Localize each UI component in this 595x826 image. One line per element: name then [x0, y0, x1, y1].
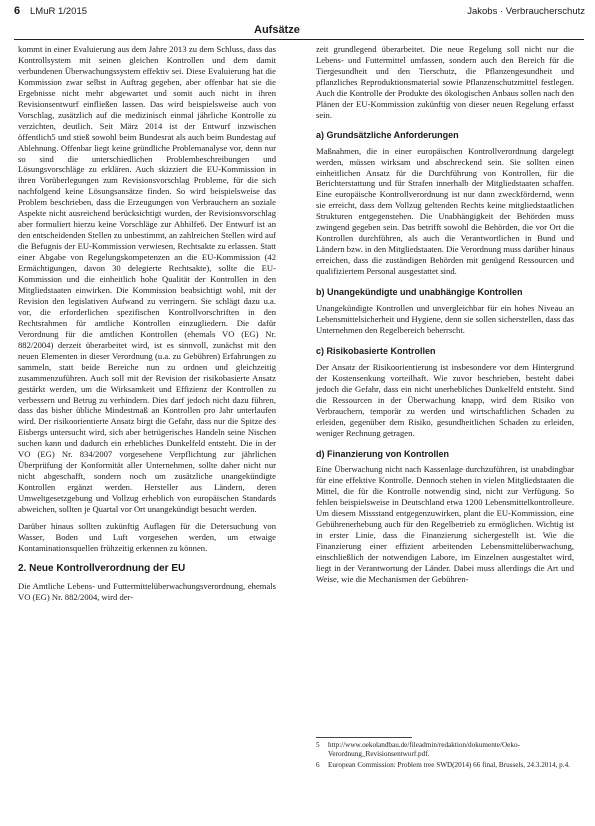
subsection-heading: a) Grundsätzliche Anforderungen [316, 129, 459, 140]
paragraph: Der Ansatz der Risikoorientierung ist insbesondere vor dem Hintergrund der Kostensenkung vorteilhaft. Wie zuvor beschrieben, besteht dabei jedoch die Gefahr, dass ein nicht unerhebliches Dunkelfeld entsteht. Sind die Ressourcen in der Überwachung knapp, wird dem Risiko von Verbrauchern, temporär zu werden und wirtschaftlichen Schaden zu erleiden, gegenüber dem Risiko, gesundheitlichen Schaden zu erleiden, weniger Rechnung getragen. [316, 361, 574, 438]
paragraph: Die Amtliche Lebens- und Futtermittelüberwachungsverordnung, ehemals VO (EG) Nr. 882/2004, wird der- [18, 580, 276, 602]
footnote-rule [316, 737, 412, 738]
running-head: Jakobs · Verbraucherschutz [467, 6, 585, 17]
paragraph: Unangekündigte Kontrollen und unvergleichbar für ein hohes Niveau an Lebensmittelsicherheit und Hygiene, denn sie sollen sicherstellen, dass das Unternehmen den Regelbereich beherrscht. [316, 303, 574, 335]
subsection-heading: d) Finanzierung von Kontrollen [316, 448, 449, 459]
journal-citation: LMuR 1/2015 [30, 6, 88, 17]
footnote-number: 6 [316, 761, 320, 769]
paragraph: Maßnahmen, die in einer europäischen Kontrollverordnung dargelegt werden, müssen wirksam und abschreckend sein. Sie sollten einen einheitlichen Ansatz für die Durchführung von Kontrollen, für die Berichterstattung und für Strafen innerhalb der Mitgliedstaaten schaffen. Eine europäische Kontrollverordnung ist nur dann zweckfördernd, wenn sie erreicht, dass dem Vollzug geltenden Rechts keine mitgliedstaatlichen Strukturen entgegenstehen. Die Unabhängigkeit der Behörden muss zwingend gegeben sein. Das betrifft sowohl die Behörden, die vor Ort die Kontrollen durchführen, als auch die Verantwortlichen in Bund und Ländern bzw. in den Mitgliedstaaten. Die Verordnung muss darüber hinaus erreichen, dass die zuständigen Behörden mit genügend Ressourcen und qualifiziertem Personal ausgestattet sind. [316, 145, 574, 277]
subsection-heading: c) Risikobasierte Kontrollen [316, 345, 436, 356]
page-number: 6 [14, 5, 21, 17]
page-header [0, 0, 595, 40]
footnotes [316, 741, 578, 772]
right-column [316, 44, 574, 585]
footnote-text[interactable]: http://www.oekolandbau.de/fileadmin/redaktion/dokumente/Oeko-Verordnung_Revisionsentwurf.pdf. [328, 741, 520, 758]
section-heading: 2. Neue Kontrollverordnung der EU [18, 562, 186, 574]
footnote-text: European Commission: Problem tree SWD(2014) 66 final, Brussels, 24.3.2014, p.4. [328, 761, 570, 769]
footnote [316, 761, 578, 770]
left-column [18, 44, 276, 603]
section-title: Aufsätze [254, 24, 300, 36]
footnote-number: 5 [316, 741, 320, 749]
paragraph: Darüber hinaus sollten zukünftig Auflagen für die Detersuchung von Wasser, Boden und Luft vorgesehen werden, um etwaige Kontaminationsquellen frühzeitig erkennen zu können. [18, 520, 276, 553]
subsection-heading: b) Unangekündigte und unabhängige Kontrollen [316, 287, 523, 298]
header-rule [14, 39, 584, 40]
footnote [316, 741, 578, 759]
paragraph: kommt in einer Evaluierung aus dem Jahre 2013 zu dem Schluss, dass das Kontrollsystem mit seinen gleichen Kontrollen und dem damit verbundenen Überwachungssystem effektiv sei. Diese Evaluierung hat die Kommission zwar selbst in Auftrag gegeben, aber offenbar hat sie die Ergebnisse nicht mehr abgewartet und somit auch nicht in ihren Revisionsentwurf einfließen lassen. Das wird beispielsweise auch von Vorschlag, zusätzlich auf die medizinisch einmal jährliche Kontrolle zu verzichten, deutlich. Seit März 2014 ist der Entwurf inzwischen öffentlich5 und stieß sowohl beim Bundesrat als auch beim Bundestag auf Ablehnung. Offenbar liegt keine gründliche Problemanalyse vor, denn nur so sind die unterschiedlichen Problembeschreibungen und Lösungsvorschläge zu erklären. Auch skizziert die EU-Kommission in ihren Vorüberlegungen zum Revisionsvorschlag Probleme, für die sich nachfolgend keine Lösungsansätze finden. So wird beispielsweise das Problem beschrieben, dass die Erzeugungen von Verbrauchern an soziale Aspekte nicht ausreichend berücksichtigt wurden, der Revisionsvorschlag aber formuliert hierzu keine Vorschläge zur Abhilfe6. Der Entwurf ist an den entscheidenden Stellen zu unbestimmt, an zahlreichen Stellen wird auf die Befugnis der EU-Kommission verwiesen, Rechtsakte zu erlassen. Statt einer Abgabe von Regelungskompetenzen an die EU-Kommission (42 Ermächtigungen, davon 30 delegierte Rechtsakte), sollte die EU-Kommission und die einheitlich hohe Qualität der Kontrollen in den Mitgliedstaaten einwirken. Die Kommission beabsichtigt wohl, mit der Revision den legislativen Aufwand zu verringern. Sie schlägt dazu u.a. vor, die erforderlichen spezifischen Kontrollvorschriften in den Rechtsrahmen für amtliche Kontrollen einzugliedern. Die dafür Verordnung für die amtlichen Kontrollen (ehemals VO (EG) Nr. 882/2004) derzeit überarbeitet wird, ist es sinnvoll, zunächst mit den neuen Elementen in dieser Verordnung (u.a. zu Gebühren) Erfahrungen zu sammeln, statt beide Bereiche nun zu ordnen und gleichzeitig zusammenzuführen. Auch soll mit der Revision der risikobasierte Ansatz gestärkt werden, um die Wirksamkeit und Effizienz der Kontrollen zu verbessern und Betrug zu verhindern. Dies darf jedoch nicht dazu führen, dass das bisher übliche Mindestmaß an Kontrollen pro Jahr unterlaufen wird. Der risikoorientierte Ansatz birgt die Gefahr, dass nur die Spitze des Eisbergs untersucht wird, sich aber betrügerisches Handeln seine Nischen suchen kann und dadurch ein erhebliches Dunkelfeld entsteht. Die in der VO (EG) Nr. 834/2007 vorgesehene Verpflichtung zur jährlichen Überprüfung der Konformität aller Unternehmen, sollte daher nicht nur nicht abgeschafft, sondern noch um zusätzliche unangekündigte Kontrollen ergänzt werden. Hersteller aus Ländern, deren Umweltgesetzgebung und Vollzug erheblich von europäischen Standards abweichen, sollten je Quartal vor Ort unangekündigt besucht werden. [18, 44, 276, 515]
paragraph: zeit grundlegend überarbeitet. Die neue Regelung soll nicht nur die Lebens- und Futtermittel umfassen, sondern auch den Bereich für die Tiergesundheit und den Tierschutz, die Pflanzengesundheit und pflanzliches Reproduktionsmaterial sowie Pflanzenschutzmittel festlegen. Auch die Kontrolle der Produkte des ökologischen Anbaus sollen nach den Plänen der EU-Kommission zukünftig von dieser neuen Regelung erfasst sein. [316, 44, 574, 120]
paragraph: Eine Überwachung nicht nach Kassenlage durchzuführen, ist unabdingbar für eine effektive Kontrolle. Dennoch stehen in vielen Mitgliedstaaten die Mittel, die für die Kontrolle notwendig sind, nicht zur Verfügung. So fehlen beispielsweise in Deutschland etwa 1200 Lebensmittelkontrolleure. Um diesem Missstand entgegenzuwirken, plant die EU-Kommission, eine Gebührenerhebung auch für den Regelbetrieb zu ermöglichen. Wichtig ist in erster Linie, dass die Finanzierung sichergestellt ist. Wie die Finanzierung einer effizient arbeitenden Lebensmittelüberwachung, einschließlich der notwendigen Labore, im Einzelnen ausgestaltet wird, liegt in der Verantwortung der Länder. Dabei muss allerdings die Art und Weise, wie die Mechanismen der Gebühren- [316, 464, 574, 584]
